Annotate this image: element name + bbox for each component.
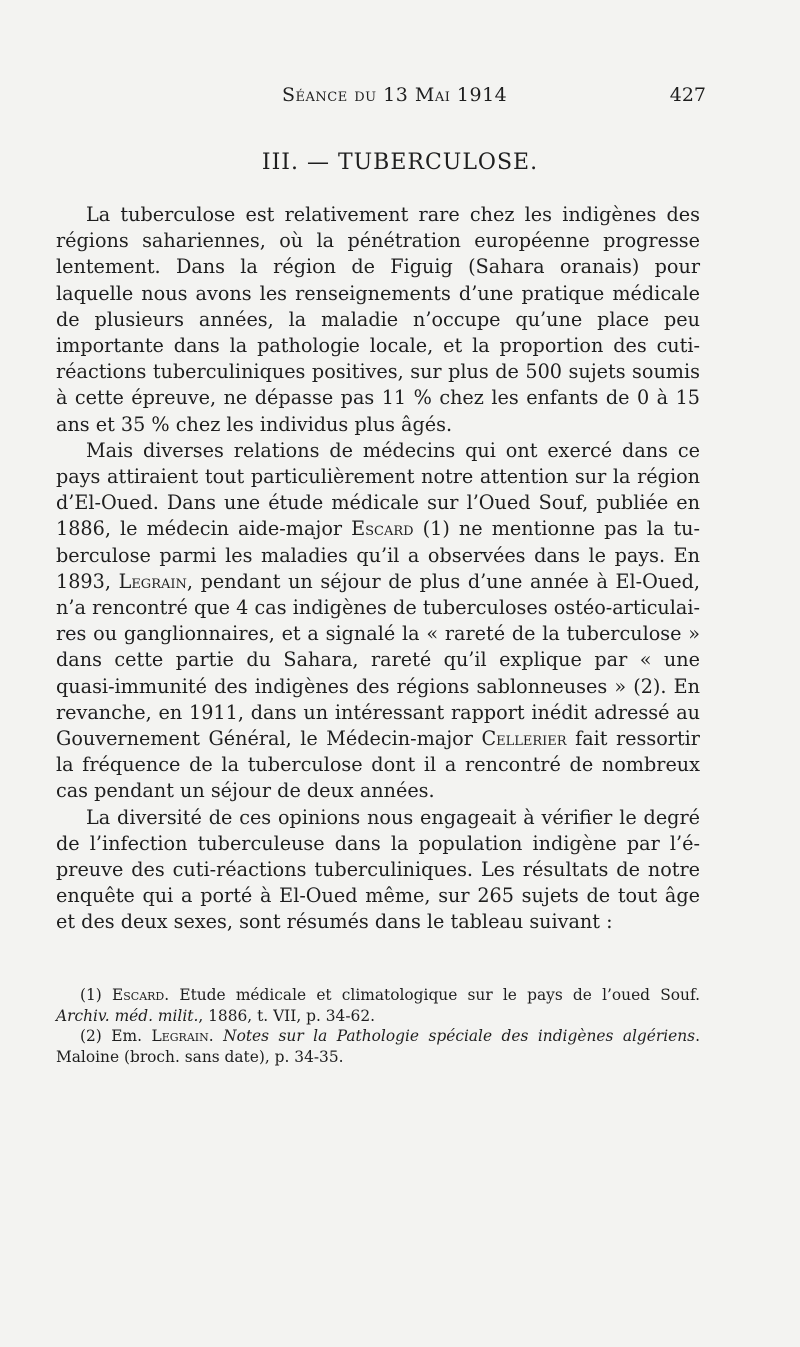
- footnote-marker: (2): [80, 1027, 102, 1045]
- footnote-source: Notes sur la Pathologie spéciale des indigènes algériens: [223, 1027, 696, 1045]
- footnote-author: Legrain: [151, 1027, 209, 1045]
- author-name: Legrain: [118, 569, 187, 593]
- footnote-source: Archiv. méd. milit.: [56, 1006, 199, 1025]
- page-number: 427: [669, 84, 706, 106]
- author-name: Escard: [351, 517, 414, 541]
- running-head: [0, 84, 800, 112]
- paragraph-1: La tuberculose est relativement rare chez les indigènes des régions sahariennes, où la pénétration européenne progresse lentement. Dans la région de Figuig (Sahara oranais) pour laquelle nous avons les renseignements d’une pratique médicale de plusieurs années, la maladie n’occupe qu’une place peu importante dans la pathologie locale, et la proportion des cuti-réactions tuberculiniques positives, sur plus de 500 sujets soumis à cette épreuve, ne dépasse pas 11 % chez les enfants de 0 à 15 ans et 35 % chez les individus plus âgés.: [56, 203, 700, 436]
- paragraph-3: La diversité de ces opinions nous engageait à vérifier le degré de l’infection tuberculeuse dans la population indigène par l’épreuve des cuti-réactions tuberculiniques. Les résultats de notre enquête qui a porté à El-Oued même, sur 265 sujets de tout âge et des deux sexes, sont résumés dans le tableau suivant :: [56, 805, 700, 934]
- paragraph-2: Mais diverses relations de médecins qui ont exercé dans ce pays attiraient tout particulièrement notre attention sur la région d’El-Oued. Dans une étude médicale sur l’Oued Souf, publiée en 1886, le médecin aide-major Escard (1) ne mentionne pas la tuberculose parmi les maladies qu’il a observées dans le pays. En 1893, Legrain, pendant un séjour de plus d’une année à El-Oued, n’a rencontré que 4 cas indigènes de tuberculoses ostéo-articulaires ou ganglionnaires, et a signalé la « rareté de la tuberculose » dans cette partie du Sahara, rareté qu’il explique par « une quasi-immunité des indigènes des régions sablonneuses » (2). En revanche, en 1911, dans un intéressant rapport inédit adressé au Gouvernement Général, le Médecin-major Cellerier fait ressortir la fréquence de la tuberculose dont il a rencontré de nombreux cas pendant un séjour de deux années.: [56, 438, 701, 803]
- footnote-2: (2) Em. Legrain. Notes sur la Pathologie spéciale des indigènes algériens. Maloine (broch. sans date), p. 34-35.: [56, 1027, 700, 1066]
- footnote-author: Escard: [112, 986, 165, 1004]
- running-title: Séance du 13 Mai 1914: [282, 84, 508, 106]
- section-title: III. — TUBERCULOSE.: [261, 150, 539, 175]
- author-name: Cellerier: [481, 727, 567, 751]
- footnotes: [56, 985, 700, 1067]
- footnote-1: (1) Escard. Etude médicale et climatologique sur le pays de l’oued Souf. Archiv. méd. milit., 1886, t. VII, p. 34-62.: [56, 986, 700, 1025]
- footnote-marker: (1): [80, 986, 102, 1004]
- body-text: [56, 202, 700, 936]
